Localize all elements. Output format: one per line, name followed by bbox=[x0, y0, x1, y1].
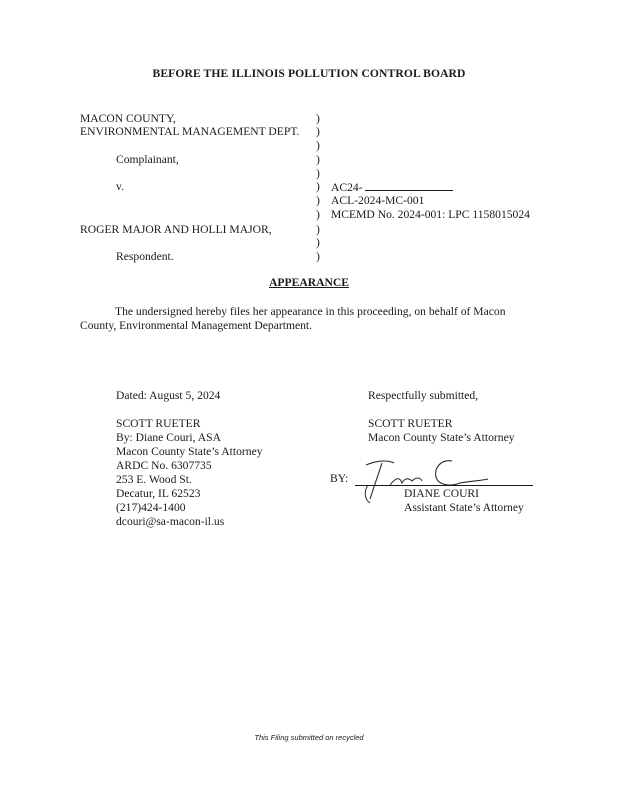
caption-paren: ) bbox=[316, 208, 320, 221]
complainant-role: Complainant, bbox=[116, 153, 179, 166]
complainant-line1: MACON COUNTY, bbox=[80, 112, 176, 125]
email-line: dcouri@sa-macon-il.us bbox=[116, 515, 225, 528]
appearance-body: The undersigned hereby files her appearance in this proceeding, on behalf of Macon County, Environmental Management Department. bbox=[80, 305, 506, 332]
left-line2: By: Diane Couri, ASA bbox=[116, 431, 221, 444]
caption-paren: ) bbox=[316, 139, 320, 152]
caption-paren: ) bbox=[316, 167, 320, 180]
caption-paren: ) bbox=[316, 125, 320, 138]
signature-line bbox=[355, 485, 533, 486]
caption-paren: ) bbox=[316, 250, 320, 263]
respondent-role: Respondent. bbox=[116, 250, 174, 263]
date-line: Dated: August 5, 2024 bbox=[116, 389, 221, 402]
respondent-name: ROGER MAJOR AND HOLLI MAJOR, bbox=[80, 223, 272, 236]
left-line5: 253 E. Wood St. bbox=[116, 473, 192, 486]
caption-paren: ) bbox=[316, 180, 320, 193]
left-line1: SCOTT RUETER bbox=[116, 417, 201, 430]
footer-note: This Filing submitted on recycled bbox=[254, 733, 364, 742]
court-title: BEFORE THE ILLINOIS POLLUTION CONTROL BOARD bbox=[152, 67, 466, 80]
by-label: BY: bbox=[330, 472, 349, 485]
case-number-line2: ACL-2024-MC-001 bbox=[331, 194, 425, 207]
right-line2: Macon County State’s Attorney bbox=[368, 431, 515, 444]
caption-paren: ) bbox=[316, 153, 320, 166]
complainant-line2: ENVIRONMENTAL MANAGEMENT DEPT. bbox=[80, 125, 300, 138]
appearance-heading: APPEARANCE bbox=[269, 276, 349, 289]
caption-paren: ) bbox=[316, 194, 320, 207]
signer-name: DIANE COURI bbox=[404, 487, 480, 500]
caption-paren: ) bbox=[316, 223, 320, 236]
case-number-line1 bbox=[331, 180, 453, 195]
respectfully-submitted: Respectfully submitted, bbox=[368, 389, 479, 402]
versus: v. bbox=[116, 180, 124, 193]
case-number-line3: MCEMD No. 2024-001: LPC 1158015024 bbox=[331, 208, 530, 221]
left-line4: ARDC No. 6307735 bbox=[116, 459, 212, 472]
left-line7: (217)424-1400 bbox=[116, 501, 186, 514]
right-line1: SCOTT RUETER bbox=[368, 417, 453, 430]
left-line6: Decatur, IL 62523 bbox=[116, 487, 201, 500]
signer-title: Assistant State’s Attorney bbox=[404, 501, 524, 514]
left-line3: Macon County State’s Attorney bbox=[116, 445, 263, 458]
caption-paren: ) bbox=[316, 236, 320, 249]
case-number-blank bbox=[365, 180, 453, 191]
caption-paren: ) bbox=[316, 112, 320, 125]
case-number-prefix: AC24- bbox=[331, 181, 363, 194]
